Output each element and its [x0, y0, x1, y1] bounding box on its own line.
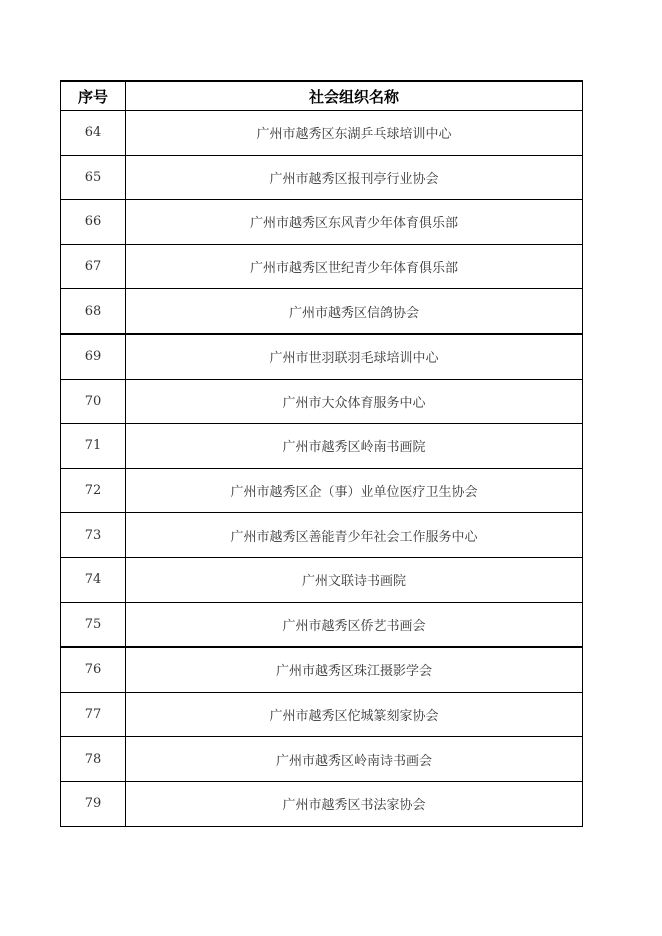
table-row	[61, 737, 583, 782]
organization-name: 广州市越秀区东湖乒乓球培训中心	[126, 111, 583, 156]
table-row	[61, 557, 583, 602]
table-row	[61, 692, 583, 737]
row-number: 76	[61, 647, 126, 692]
row-number: 73	[61, 513, 126, 558]
row-number: 72	[61, 468, 126, 513]
table-row	[61, 111, 583, 156]
organization-name: 广州市大众体育服务中心	[126, 379, 583, 424]
table-header-row	[61, 81, 583, 111]
row-number: 64	[61, 111, 126, 156]
row-number: 66	[61, 200, 126, 245]
table-row	[61, 379, 583, 424]
organization-name: 广州市越秀区企（事）业单位医疗卫生协会	[126, 468, 583, 513]
organization-name: 广州市越秀区岭南诗书画会	[126, 737, 583, 782]
organization-name: 广州市越秀区佗城篆刻家协会	[126, 692, 583, 737]
table-row	[61, 513, 583, 558]
table-row	[61, 334, 583, 379]
organization-name: 广州市越秀区善能青少年社会工作服务中心	[126, 513, 583, 558]
header-number: 序号	[61, 81, 126, 111]
row-number: 77	[61, 692, 126, 737]
table-row	[61, 781, 583, 826]
row-number: 74	[61, 557, 126, 602]
row-number: 65	[61, 155, 126, 200]
organization-name: 广州市越秀区东风青少年体育俱乐部	[126, 200, 583, 245]
organization-name: 广州市越秀区岭南书画院	[126, 424, 583, 469]
row-number: 75	[61, 602, 126, 647]
table-row	[61, 602, 583, 647]
table-row	[61, 155, 583, 200]
row-number: 71	[61, 424, 126, 469]
table-row	[61, 289, 583, 334]
row-number: 70	[61, 379, 126, 424]
row-number: 78	[61, 737, 126, 782]
organization-name: 广州市世羽联羽毛球培训中心	[126, 334, 583, 379]
organization-name: 广州文联诗书画院	[126, 557, 583, 602]
row-number: 79	[61, 781, 126, 826]
table-row	[61, 468, 583, 513]
header-organization-name: 社会组织名称	[126, 81, 583, 111]
organization-name: 广州市越秀区报刊亭行业协会	[126, 155, 583, 200]
organization-name: 广州市越秀区书法家协会	[126, 781, 583, 826]
organization-name: 广州市越秀区世纪青少年体育俱乐部	[126, 244, 583, 289]
row-number: 69	[61, 334, 126, 379]
organization-table	[60, 80, 583, 827]
table-row	[61, 200, 583, 245]
table-row	[61, 647, 583, 692]
organization-name: 广州市越秀区珠江摄影学会	[126, 647, 583, 692]
row-number: 67	[61, 244, 126, 289]
organization-name: 广州市越秀区侨艺书画会	[126, 602, 583, 647]
row-number: 68	[61, 289, 126, 334]
table-row	[61, 244, 583, 289]
table-row	[61, 424, 583, 469]
organization-name: 广州市越秀区信鸽协会	[126, 289, 583, 334]
